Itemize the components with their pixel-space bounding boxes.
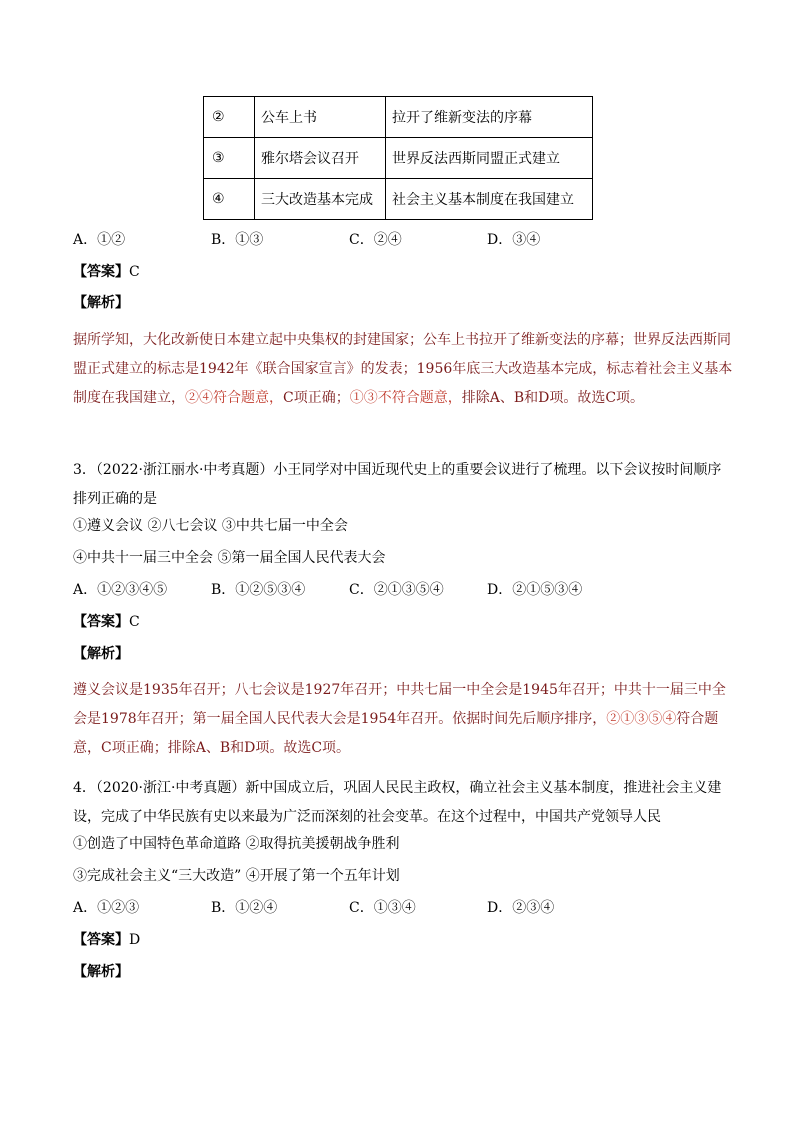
- option-b: B．①②④: [211, 900, 278, 916]
- option-d: D．②③④: [487, 900, 555, 916]
- events-table: [203, 96, 593, 220]
- q2-answer: [73, 262, 140, 282]
- answer-value: D: [129, 932, 141, 948]
- q4-stem: 4．（2020·浙江·中考真题）新中国成立后，巩固人民民主政权，确立社会主义基本制度，推进社会主义建设，完成了中华民族有史以来最为广泛而深刻的社会变革。在这个过程中，中国共产党领导人民: [73, 780, 722, 825]
- row-number: ④: [204, 179, 255, 220]
- q3-items-line1: ①遵义会议 ②八七会议 ③中共七届一中全会: [73, 518, 348, 534]
- answer-label: 【答案】: [73, 264, 129, 280]
- analysis-highlight: ②④符合题意，: [185, 390, 283, 406]
- analysis-text: 据所学知，大化改新使日本建立起中央集权的封建国家；公车上书拉开了维新变法的序幕；世界反法西斯同盟正式建立的标志是1942年《联合国家宣言》的发表；1956年底三大改造基本完成，标志着社会主义基本制度在我国建立，: [73, 332, 733, 406]
- option-d: D．③④: [487, 232, 541, 248]
- option-b: B．①③: [211, 232, 264, 248]
- row-event: 公车上书: [255, 97, 386, 138]
- analysis-text: 排除A、B和D项。故选C项。: [461, 390, 645, 406]
- analysis-text: 符合题意，C项正确；排除A、B和D项。故选C项。: [73, 711, 719, 756]
- row-meaning: 拉开了维新变法的序幕: [386, 97, 593, 138]
- option-d: D．②①⑤③④: [487, 582, 583, 598]
- q4-analysis-label: 【解析】: [73, 964, 129, 980]
- option-a: A．①②: [73, 232, 126, 248]
- q4-items-line1: ①创造了中国特色革命道路 ②取得抗美援朝战争胜利: [73, 836, 400, 852]
- answer-value: C: [129, 264, 140, 280]
- option-c: C．②①③⑤④: [349, 582, 444, 598]
- q3-answer: [73, 612, 140, 632]
- option-a: A．①②③④⑤: [73, 582, 168, 598]
- q2-analysis: [73, 326, 733, 413]
- q3-stem: 3．（2022·浙江丽水·中考真题）小王同学对中国近现代史上的重要会议进行了梳理。以下会议按时间顺序排列正确的是: [73, 462, 722, 507]
- analysis-highlight: ②①③⑤④: [606, 711, 677, 727]
- analysis-text: C项正确；: [283, 390, 350, 406]
- q4-answer: [73, 930, 140, 950]
- answer-label: 【答案】: [73, 614, 129, 630]
- row-number: ③: [204, 138, 255, 179]
- analysis-text: 遵义会议是1935年召开；八七会议是1927年召开；中共七届一中全会是1945年召开；中共十一届三中全会是1978年召开；第一届全国人民代表大会是1954年召开。依据时间先后顺序排序，: [73, 682, 726, 727]
- option-c: C．②④: [349, 232, 402, 248]
- row-event: 三大改造基本完成: [255, 179, 386, 220]
- row-number: ②: [204, 97, 255, 138]
- option-b: B．①②⑤③④: [211, 582, 306, 598]
- q4-items-line2: ③完成社会主义“三大改造” ④开展了第一个五年计划: [73, 868, 400, 884]
- row-event: 雅尔塔会议召开: [255, 138, 386, 179]
- q3-analysis: [73, 676, 733, 763]
- q2-analysis-label: 【解析】: [73, 295, 129, 311]
- row-meaning: 社会主义基本制度在我国建立: [386, 179, 593, 220]
- option-c: C．①③④: [349, 900, 416, 916]
- table-row: [204, 179, 593, 220]
- row-meaning: 世界反法西斯同盟正式建立: [386, 138, 593, 179]
- answer-value: C: [129, 614, 140, 630]
- table-row: [204, 97, 593, 138]
- q3-items-line2: ④中共十一届三中全会 ⑤第一届全国人民代表大会: [73, 550, 386, 566]
- analysis-highlight: ①③不符合题意，: [349, 390, 462, 406]
- option-a: A．①②③: [73, 900, 140, 916]
- table-row: [204, 138, 593, 179]
- answer-label: 【答案】: [73, 932, 129, 948]
- q3-analysis-label: 【解析】: [73, 646, 129, 662]
